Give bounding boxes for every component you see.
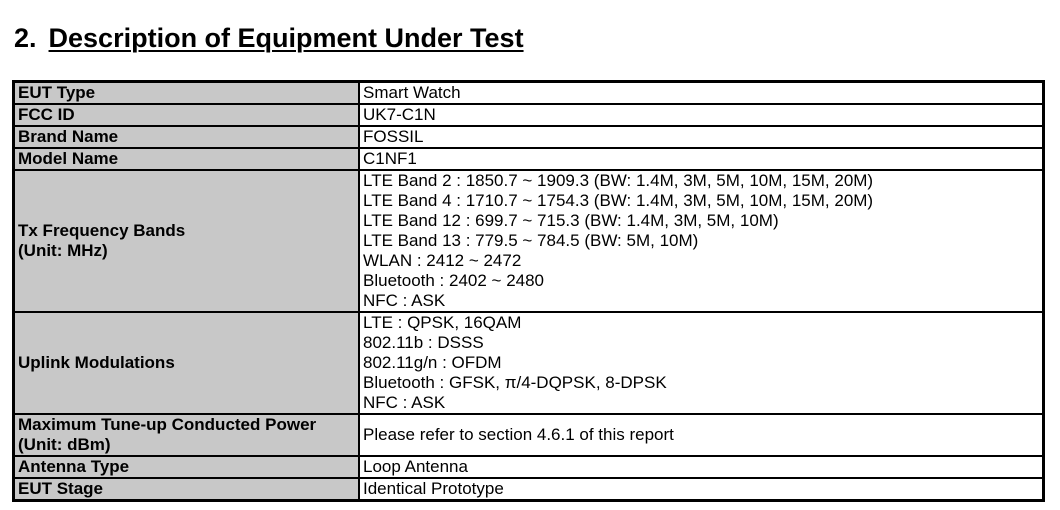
label-line: EUT Stage [18,479,104,498]
table-row-brand-name [14,126,1044,148]
value-line: Bluetooth : GFSK, π/4-DQPSK, 8-DPSK [363,373,667,392]
section-title: Description of Equipment Under Test [48,23,524,53]
section-heading [14,18,524,58]
row-label [14,312,360,414]
row-label [14,478,360,501]
label-line: (Unit: dBm) [18,435,111,454]
row-value [359,170,1044,312]
label-line: Antenna Type [18,457,130,476]
row-value [359,312,1044,414]
value-line: 802.11b : DSSS [363,333,484,352]
label-line: Model Name [18,149,119,168]
value-line: FOSSIL [363,127,424,146]
value-line: C1NF1 [363,149,417,168]
label-line: Tx Frequency Bands [18,221,186,240]
label-line: FCC ID [18,105,75,124]
table-row-tx-frequency-bands [14,170,1044,312]
label-line: EUT Type [18,83,96,102]
value-line: LTE : QPSK, 16QAM [363,313,522,332]
row-value [359,82,1044,105]
row-value [359,456,1044,478]
row-label [14,148,360,170]
row-label [14,126,360,148]
table-row-uplink-modulations [14,312,1044,414]
row-value [359,478,1044,501]
label-line: Uplink Modulations [18,353,175,372]
row-label [14,170,360,312]
table-row-antenna-type [14,456,1044,478]
table-row-model-name [14,148,1044,170]
value-line: UK7-C1N [363,105,436,124]
row-label [14,104,360,126]
row-label [14,82,360,105]
value-line: LTE Band 4 : 1710.7 ~ 1754.3 (BW: 1.4M, 3M, 5M, 10M, 15M, 20M) [363,191,874,210]
value-line: Loop Antenna [363,457,468,476]
table-row-max-tune-up-power [14,414,1044,456]
table-row-fcc-id [14,104,1044,126]
value-line: Please refer to section 4.6.1 of this report [363,425,674,444]
equipment-spec-table [12,80,1045,502]
value-line: NFC : ASK [363,291,446,310]
value-line: Smart Watch [363,83,461,102]
row-label [14,456,360,478]
label-line: (Unit: MHz) [18,241,108,260]
row-value [359,414,1044,456]
table-row-eut-type [14,82,1044,105]
row-value [359,148,1044,170]
value-line: LTE Band 2 : 1850.7 ~ 1909.3 (BW: 1.4M, 3M, 5M, 10M, 15M, 20M) [363,171,874,190]
section-number: 2. [14,23,37,53]
value-line: NFC : ASK [363,393,446,412]
row-value [359,104,1044,126]
row-label [14,414,360,456]
value-line: 802.11g/n : OFDM [363,353,502,372]
label-line: Maximum Tune-up Conducted Power [18,415,317,434]
table-row-eut-stage [14,478,1044,501]
value-line: Identical Prototype [363,479,504,498]
value-line: Bluetooth : 2402 ~ 2480 [363,271,545,290]
value-line: LTE Band 13 : 779.5 ~ 784.5 (BW: 5M, 10M) [363,231,699,250]
value-line: WLAN : 2412 ~ 2472 [363,251,522,270]
row-value [359,126,1044,148]
value-line: LTE Band 12 : 699.7 ~ 715.3 (BW: 1.4M, 3M, 5M, 10M) [363,211,779,230]
label-line: Brand Name [18,127,119,146]
